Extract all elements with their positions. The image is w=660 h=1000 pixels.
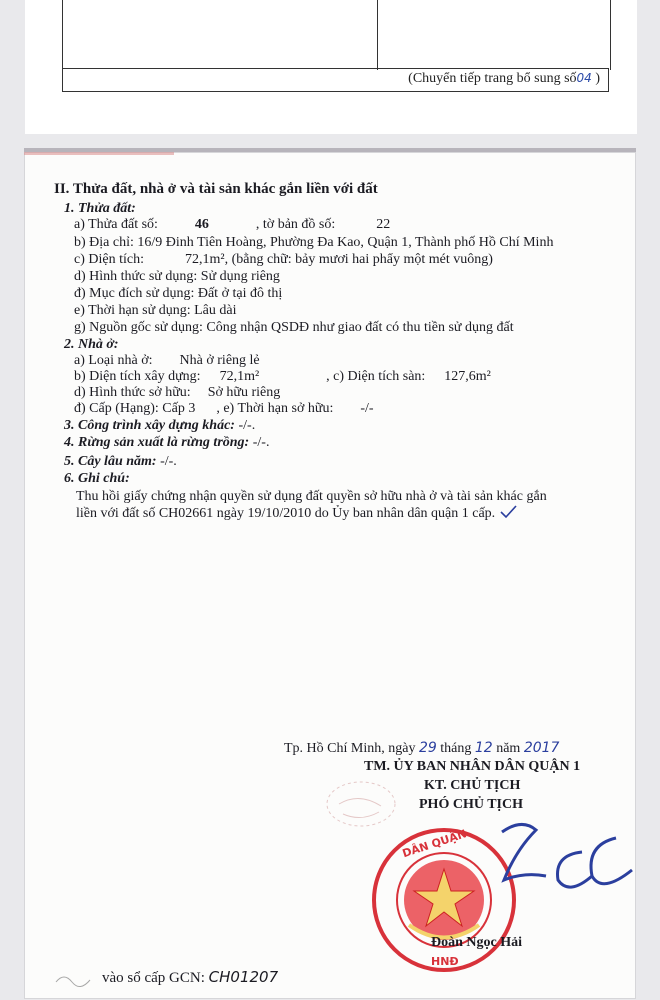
note-line-2 bbox=[76, 505, 517, 522]
house-type-row bbox=[74, 352, 260, 369]
use-form-label: d) Hình thức sử dụng: bbox=[74, 269, 198, 284]
page-edge-mark bbox=[24, 152, 174, 155]
use-form-value: Sử dụng riêng bbox=[200, 269, 280, 284]
map-sheet-label: , tờ bản đồ số: bbox=[255, 217, 336, 232]
previous-table-divider bbox=[377, 0, 378, 70]
sign-month: 12 bbox=[474, 740, 493, 756]
origin-value: Công nhận QSDĐ như giao đất có thu tiền sử dụng đất bbox=[206, 320, 514, 335]
date-prefix: Tp. Hồ Chí Minh, ngày bbox=[284, 741, 416, 756]
land-origin-row bbox=[74, 319, 514, 336]
map-sheet-number: 22 bbox=[376, 217, 391, 232]
ownership-label: d) Hình thức sở hữu: bbox=[74, 385, 191, 400]
ownership-term-value: -/- bbox=[360, 401, 374, 416]
month-label: tháng bbox=[440, 741, 472, 756]
continuation-note bbox=[408, 71, 600, 87]
grade-label: đ) Cấp (Hạng): bbox=[74, 401, 159, 416]
issuing-organization: TM. ỦY BAN NHÂN DÂN QUẬN 1 bbox=[364, 759, 581, 774]
address-value: 16/9 Đinh Tiên Hoàng, Phường Đa Kao, Quận 1, Thành phố Hồ Chí Minh bbox=[137, 235, 554, 250]
floor-area-label: , c) Diện tích sàn: bbox=[326, 369, 426, 384]
note-line-1: Thu hồi giấy chứng nhận quyền sử dụng đất quyền sở hữu nhà ở và tài sản khác gắn bbox=[76, 489, 547, 504]
parcel-label: a) Thửa đất số: bbox=[74, 217, 158, 232]
land-address-row bbox=[74, 234, 553, 251]
ownership-term-label: , e) Thời hạn sở hữu: bbox=[216, 401, 334, 416]
land-term-row bbox=[74, 302, 236, 319]
forest-value: -/-. bbox=[252, 435, 270, 450]
section-title: II. Thửa đất, nhà ở và tài sản khác gắn liền với đất bbox=[54, 181, 378, 197]
house-ownership-row bbox=[74, 384, 280, 401]
perennial-trees-row bbox=[64, 453, 177, 470]
signer-name: Đoàn Ngọc Hải bbox=[431, 935, 522, 950]
notes-heading: 6. Ghi chú: bbox=[64, 471, 130, 486]
built-area-value: 72,1m² bbox=[219, 369, 260, 384]
previous-page-fragment bbox=[25, 0, 637, 134]
sign-year: 2017 bbox=[523, 740, 560, 756]
on-behalf-title: KT. CHỦ TỊCH bbox=[424, 778, 521, 793]
house-heading: 2. Nhà ở: bbox=[64, 337, 119, 352]
faint-scribble bbox=[54, 970, 94, 990]
area-label: c) Diện tích: bbox=[74, 252, 144, 267]
land-use-form-row bbox=[74, 268, 280, 285]
construction-value: -/-. bbox=[238, 418, 256, 433]
house-area-row bbox=[74, 368, 491, 385]
continuation-close: ) bbox=[595, 71, 600, 86]
svg-text:HNĐ: HNĐ bbox=[431, 955, 459, 968]
ownership-value: Sở hữu riêng bbox=[207, 385, 281, 400]
house-type-label: a) Loại nhà ở: bbox=[74, 353, 153, 368]
year-label: năm bbox=[496, 741, 521, 756]
land-area-row bbox=[74, 251, 493, 268]
svg-text:DÂN QUẬN: DÂN QUẬN bbox=[400, 827, 469, 861]
handwritten-signature bbox=[494, 810, 654, 910]
term-label: e) Thời hạn sử dụng: bbox=[74, 303, 191, 318]
sign-date-row bbox=[284, 740, 559, 757]
house-grade-row bbox=[74, 400, 374, 417]
trees-value: -/-. bbox=[160, 454, 177, 469]
planted-forest-row bbox=[64, 434, 269, 451]
continuation-row bbox=[62, 68, 609, 92]
built-area-label: b) Diện tích xây dựng: bbox=[74, 369, 201, 384]
origin-label: g) Nguồn gốc sử dụng: bbox=[74, 320, 203, 335]
other-construction-row bbox=[64, 417, 255, 434]
previous-table bbox=[62, 0, 611, 70]
floor-area-value: 127,6m² bbox=[444, 369, 491, 384]
purpose-label: đ) Mục đích sử dụng: bbox=[74, 286, 195, 301]
continuation-number: 04 bbox=[576, 71, 592, 85]
parcel-number: 46 bbox=[194, 217, 209, 232]
trees-label: 5. Cây lâu năm: bbox=[64, 454, 157, 469]
check-mark-icon bbox=[499, 505, 517, 519]
gcn-label: vào sổ cấp GCN: bbox=[102, 970, 205, 986]
signer-title: PHÓ CHỦ TỊCH bbox=[419, 797, 523, 812]
purpose-value: Đất ở tại đô thị bbox=[197, 286, 283, 301]
forest-label: 4. Rừng sản xuất là rừng trồng: bbox=[64, 435, 250, 450]
area-value: 72,1m², (bằng chữ: bảy mươi hai phẩy một mét vuông) bbox=[184, 252, 493, 267]
gcn-number: CH01207 bbox=[208, 968, 279, 986]
address-label: b) Địa chỉ: bbox=[74, 235, 134, 250]
land-purpose-row bbox=[74, 285, 282, 302]
gcn-number-row bbox=[102, 969, 278, 987]
continuation-text: (Chuyển tiếp trang bổ sung số bbox=[408, 71, 577, 86]
term-value: Lâu dài bbox=[194, 303, 237, 318]
construction-label: 3. Công trình xây dựng khác: bbox=[64, 418, 235, 433]
land-parcel-row bbox=[74, 216, 390, 233]
grade-value: Cấp 3 bbox=[162, 401, 196, 416]
land-heading: 1. Thửa đất: bbox=[64, 201, 136, 216]
note-line-2-text: liền với đất số CH02661 ngày 19/10/2010 do Ủy ban nhân dân quận 1 cấp. bbox=[76, 506, 496, 521]
house-type-value: Nhà ở riêng lẻ bbox=[179, 353, 260, 368]
sign-day: 29 bbox=[418, 740, 437, 756]
certificate-page bbox=[24, 148, 636, 999]
